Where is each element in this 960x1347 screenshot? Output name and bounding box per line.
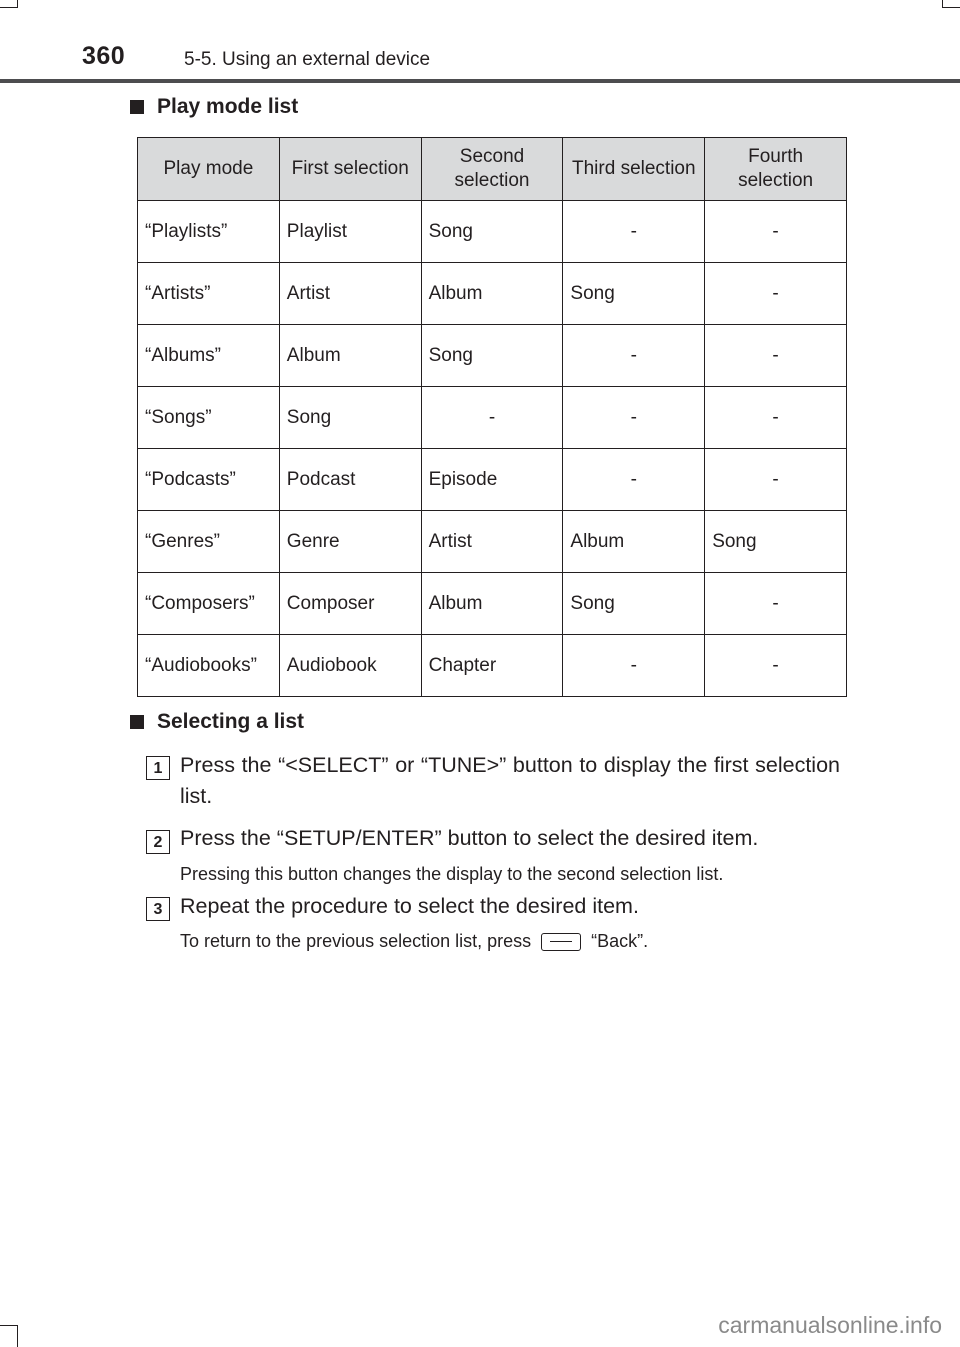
table-row <box>138 449 847 511</box>
table-cell: - <box>563 201 705 263</box>
table-cell: Chapter <box>421 635 563 697</box>
table-cell: - <box>705 325 847 387</box>
table-cell: Podcast <box>279 449 421 511</box>
table-cell: Song <box>279 387 421 449</box>
step-3-note-after: “Back”. <box>591 931 649 951</box>
step-3-note-before: To return to the previous selection list, press <box>180 931 532 951</box>
selecting-list-heading <box>130 710 304 734</box>
crop-mark <box>0 1325 18 1326</box>
section-title: 5-5. Using an external device <box>184 49 431 70</box>
table-row <box>138 201 847 263</box>
table-row <box>138 263 847 325</box>
step-number-badge: 3 <box>146 897 170 921</box>
table-cell: Episode <box>421 449 563 511</box>
table-cell: “Playlists” <box>138 201 280 263</box>
table-cell: - <box>705 635 847 697</box>
table-cell: Song <box>563 573 705 635</box>
table-row <box>138 511 847 573</box>
selecting-list-heading-text: Selecting a list <box>157 710 305 733</box>
table-cell: Artist <box>279 263 421 325</box>
step-3-text: Repeat the procedure to select the desired item. <box>180 894 639 918</box>
step-2-text: Press the “SETUP/ENTER” button to select the desired item. <box>180 826 759 850</box>
table-cell: Song <box>421 325 563 387</box>
table-cell: Album <box>279 325 421 387</box>
table-cell: “Podcasts” <box>138 449 280 511</box>
table-cell: “Audiobooks” <box>138 635 280 697</box>
table-cell: “Albums” <box>138 325 280 387</box>
crop-mark <box>17 1325 18 1347</box>
table-cell: - <box>563 325 705 387</box>
step-number-badge: 2 <box>146 830 170 854</box>
crop-mark <box>942 0 943 8</box>
column-header: Fourth selection <box>705 138 847 201</box>
play-mode-heading <box>130 95 298 119</box>
table-cell: - <box>705 449 847 511</box>
play-mode-table <box>137 137 847 697</box>
step-number-badge: 1 <box>146 756 170 780</box>
table-cell: “Genres” <box>138 511 280 573</box>
table-cell: Audiobook <box>279 635 421 697</box>
crop-mark <box>0 7 18 8</box>
back-button-icon <box>541 933 581 951</box>
watermark: carmanualsonline.info <box>718 1312 942 1338</box>
column-header: Second selection <box>421 138 563 201</box>
table-cell: Playlist <box>279 201 421 263</box>
table-cell: Album <box>563 511 705 573</box>
step-2-note: Pressing this button changes the display to the second selection list. <box>180 864 724 884</box>
table-cell: Album <box>421 263 563 325</box>
table-cell: Song <box>421 201 563 263</box>
table-cell: “Artists” <box>138 263 280 325</box>
table-cell: - <box>705 201 847 263</box>
column-header: Third selection <box>563 138 705 201</box>
table-row <box>138 387 847 449</box>
table-cell: Genre <box>279 511 421 573</box>
table-cell: “Songs” <box>138 387 280 449</box>
table-row <box>138 635 847 697</box>
column-header: First selection <box>279 138 421 201</box>
crop-mark <box>942 7 960 8</box>
table-row <box>138 573 847 635</box>
table-cell: - <box>563 449 705 511</box>
play-mode-heading-text: Play mode list <box>157 95 299 118</box>
header-rule <box>0 79 960 83</box>
table-cell: - <box>705 573 847 635</box>
table-cell: Album <box>421 573 563 635</box>
column-header: Play mode <box>138 138 280 201</box>
page-number: 360 <box>82 42 126 70</box>
table-cell: - <box>563 635 705 697</box>
square-bullet-icon <box>130 100 144 114</box>
table-header-row <box>138 138 847 201</box>
table-cell: Song <box>705 511 847 573</box>
table-cell: Artist <box>421 511 563 573</box>
table-row <box>138 325 847 387</box>
square-bullet-icon <box>130 715 144 729</box>
table-cell: Song <box>563 263 705 325</box>
table-cell: Composer <box>279 573 421 635</box>
table-cell: - <box>563 387 705 449</box>
table-cell: - <box>705 263 847 325</box>
table-cell: - <box>421 387 563 449</box>
table-cell: “Composers” <box>138 573 280 635</box>
step-1-text: Press the “<SELECT” or “TUNE>” button to display the first selection list. <box>180 753 840 808</box>
step-3-note <box>180 931 648 952</box>
table-cell: - <box>705 387 847 449</box>
crop-mark <box>17 0 18 8</box>
